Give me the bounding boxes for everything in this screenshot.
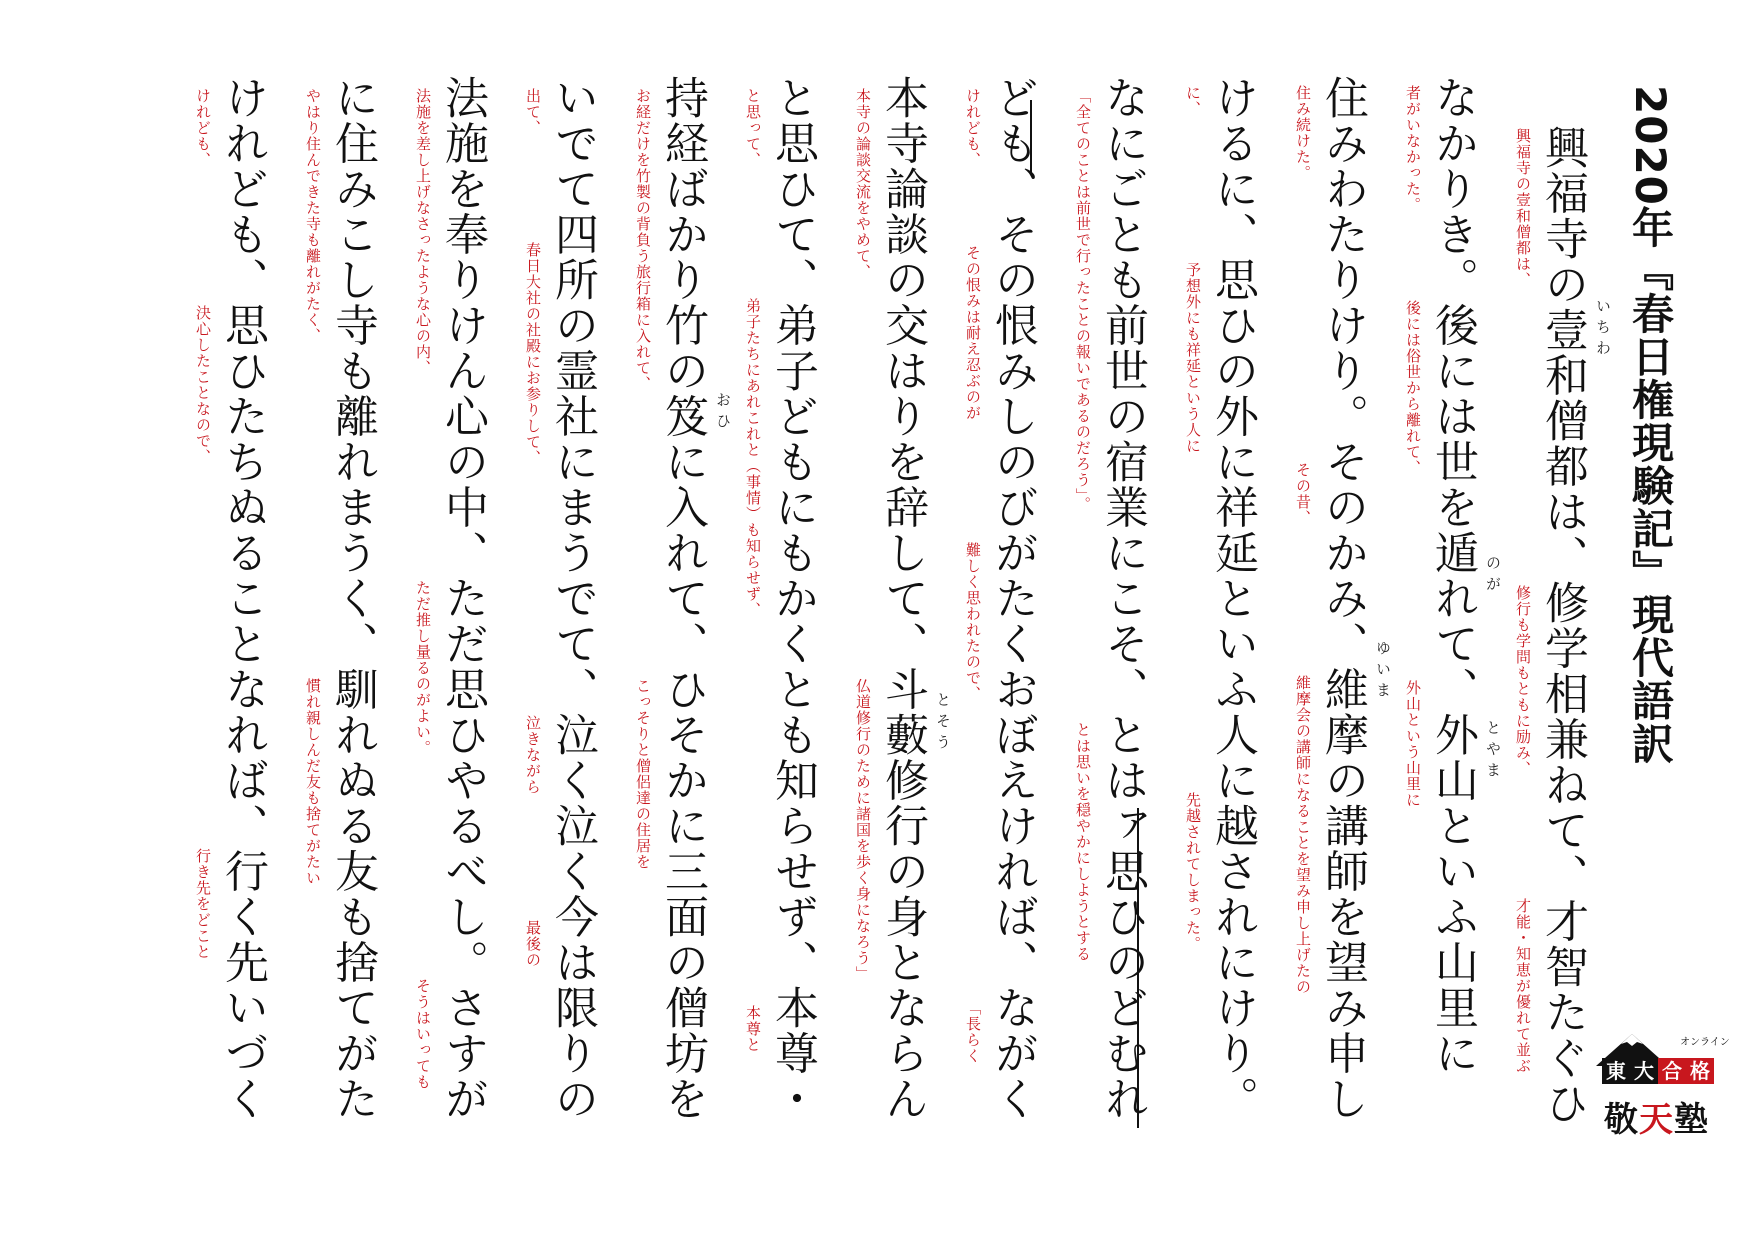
logo-badge-char: 合 — [1658, 1058, 1686, 1084]
logo-badge-char: 東 — [1602, 1058, 1630, 1084]
main-line-2: なかりき。後には世を遁れて、外山といふ山里に — [1427, 75, 1478, 1076]
main-line-13: けれども、思ひたちぬることなれば、行く先いづく — [217, 75, 268, 1122]
gloss: 出て、 — [524, 88, 542, 136]
gloss: 予想外にも祥延という人に — [1184, 262, 1202, 454]
ruby-noga: のが — [1484, 555, 1502, 597]
gloss: 維摩会の講師になることを望み申し上げたの — [1294, 675, 1312, 995]
main-line-7: 本寺論談の交はりを辞して、斗藪修行の身とならん — [877, 75, 928, 1122]
gloss: 春日大社の社殿にお参りして、 — [524, 242, 542, 466]
gloss: 先越されてしまった。 — [1184, 792, 1202, 952]
main-line-9: 持経ばかり竹の笈に入れて、ひそかに三面の僧坊を — [657, 75, 708, 1122]
logo-online-label: オンライン — [1680, 1037, 1730, 1048]
gloss: その恨みは耐え忍ぶのが — [964, 245, 982, 421]
underline-rule-2 — [1030, 100, 1032, 175]
gloss: 決心したことなので、 — [194, 305, 212, 465]
gloss: 行き先をどこと — [194, 848, 212, 960]
gloss: けれども、 — [194, 88, 212, 168]
logo-name-char: 敬 — [1604, 1100, 1639, 1140]
gloss: 最後の — [524, 920, 542, 968]
main-line-12: に住みこし寺も離れまうく、馴れぬる友も捨てがた — [327, 75, 378, 1122]
gloss: ただ推し量るのがよい。 — [414, 580, 432, 756]
main-line-8: と思ひて、弟子どもにもかくとも知らせず、本尊・ — [767, 75, 818, 1122]
gloss: 泣きながら — [524, 715, 542, 795]
ruby-oi: おひ — [714, 392, 732, 434]
gloss: 法施を差し上げなさったような心の内、 — [414, 88, 432, 376]
main-line-10: いでて四所の霊社にまうでて、泣く泣く今は限りの — [547, 75, 598, 1122]
gloss: 「長らく — [964, 1000, 982, 1064]
ruby-ichiwa: いちわ — [1594, 298, 1612, 361]
page-title: 2020年『春日権現験記』現代語訳 — [1626, 85, 1675, 765]
gloss: やはり住んできた寺も離れがたく、 — [304, 88, 322, 344]
underline-rule-1 — [1137, 808, 1139, 1128]
gloss: その昔、 — [1294, 462, 1312, 526]
main-line-3: 住みわたりけり。そのかみ、維摩の講師を望み申し — [1317, 75, 1368, 1122]
ruby-toyama: とやま — [1484, 720, 1502, 783]
gloss: 難しく思われたので、 — [964, 542, 982, 702]
gloss: 者がいなかった。 — [1404, 85, 1422, 213]
main-line-6: ども、その恨みしのびがたくおぼえければ、ながく — [987, 75, 1038, 1122]
gloss: こっそりと僧侶達の住居を — [634, 678, 652, 870]
ruby-yuima: ゆいま — [1374, 640, 1392, 703]
gloss: に、 — [1184, 85, 1202, 117]
main-line-4: けるに、思ひの外に祥延といふ人に越されにけり。 — [1207, 75, 1258, 1122]
main-line-1: 興福寺の壹和僧都は、修学相兼ねて、才智たぐひ — [1537, 125, 1588, 1126]
gloss: 本寺の論談交流をやめて、 — [854, 88, 872, 280]
main-line-5: なにごとも前世の宿業にこそ、とはァ思ひのどむれ — [1097, 75, 1148, 1122]
gloss: そうはいっても — [414, 978, 432, 1090]
gloss: 住み続けた。 — [1294, 85, 1312, 181]
gloss: けれども、 — [964, 88, 982, 168]
gloss: 修行も学問もともに励み、 — [1514, 585, 1532, 777]
logo-badge-char: 大 — [1630, 1058, 1658, 1084]
gloss: とは思いを穏やかにしようとする — [1074, 722, 1092, 962]
main-line-11: 法施を奉りけん心の中、ただ思ひやるべし。さすが — [437, 75, 488, 1122]
ruby-tosou: とそう — [934, 692, 952, 755]
gloss: 後には俗世から離れて、 — [1404, 300, 1422, 476]
gloss: 仏道修行のために諸国を歩く身になろう」 — [854, 678, 872, 982]
gloss: 慣れ親しんだ友も捨てがたい — [304, 678, 322, 886]
gloss: と思って、 — [744, 88, 762, 168]
logo-name-char: 天 — [1639, 1100, 1674, 1140]
gloss: 「全てのことは前世で行ったことの報いであるのだろう」。 — [1074, 88, 1092, 513]
logo-name-char: 塾 — [1674, 1100, 1709, 1140]
gloss: 才能・知恵が優れて並ぶ — [1514, 898, 1532, 1074]
logo-badge — [1602, 1058, 1714, 1084]
logo-name — [1604, 1092, 1709, 1141]
gloss: 外山という山里に — [1404, 680, 1422, 808]
gloss: 本尊と — [744, 1005, 762, 1053]
logo-badge-char: 格 — [1686, 1058, 1714, 1084]
gloss: 興福寺の壹和僧都は、 — [1514, 128, 1532, 288]
gloss: 弟子たちにあれこれと（事情）も知らせず、 — [744, 298, 762, 618]
gloss: お経だけを竹製の背負う旅行箱に入れて、 — [634, 88, 652, 392]
